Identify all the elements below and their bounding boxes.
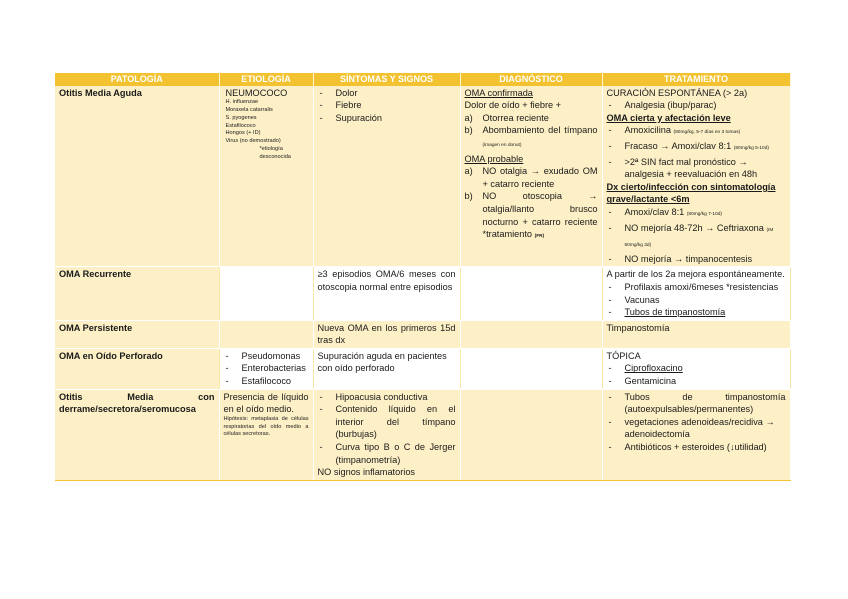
etiologia-item: - Estafilococo bbox=[224, 375, 309, 388]
sintomas-oma bbox=[313, 86, 460, 267]
sintoma-item: - Supuración bbox=[318, 112, 456, 125]
etiologia-hipotesis: Hipótesis: metaplasia de células respiratorias del oído medio a células secretoras. bbox=[223, 415, 309, 438]
tratamiento-persistente: Timpanostomía bbox=[602, 320, 790, 348]
marker-b: b) bbox=[464, 191, 473, 202]
sintoma-item: - Dolor bbox=[318, 87, 456, 100]
dx-criterio-base: Dolor de oído + fiebre + bbox=[464, 100, 562, 111]
tx-tubos: - Tubos de timpanostomía bbox=[607, 306, 786, 319]
sintomas-perforado: Supuración aguda en pacientes con oído perforado bbox=[313, 348, 460, 389]
header-sintomas: SÍNTOMAS Y SIGNOS bbox=[313, 73, 460, 86]
tx-sintomatologia-grave: Dx cierto/infección con sintomatología grave/lactante <6m bbox=[606, 181, 776, 205]
tx-adenoidectomia: - vegetaciones adenoideas/recidiva → adenoidectomía bbox=[607, 416, 786, 441]
tratamiento-perforado bbox=[602, 348, 790, 389]
tratamiento-derrame bbox=[602, 389, 790, 480]
tx-analgesia: - Analgesia (ibup/parac) bbox=[607, 99, 786, 112]
etiologia-item: Hongos (+ ID) bbox=[225, 130, 261, 137]
marker-a: a) bbox=[464, 166, 473, 177]
etiologia-item: - Enterobacterias bbox=[224, 362, 309, 375]
tx-tubos-timpanostomia: - Tubos de timpanostomía (autoexpulsables/permanentes) bbox=[607, 391, 786, 416]
header-diagnostico: DIAGNÓSTICO bbox=[460, 73, 602, 86]
etiologia-persistente bbox=[219, 320, 313, 348]
tx-recurrente-intro: A partir de los 2a mejora espontáneamente. bbox=[606, 269, 785, 280]
tx-gentamicina: - Gentamicina bbox=[607, 375, 786, 388]
sintoma-no-inflamatorios: NO signos inflamatorios bbox=[317, 467, 416, 478]
tx-afectacion-leve: OMA cierta y afectación leve bbox=[606, 112, 731, 123]
etiologia-item: Virus (no demostrado) bbox=[225, 138, 281, 145]
diagnostico-derrame bbox=[460, 389, 602, 480]
etiologia-item: S. pyogenes bbox=[225, 114, 257, 121]
tratamiento-recurrente bbox=[602, 267, 790, 320]
table-row-oma bbox=[55, 86, 790, 267]
etiologia-item: - Pseudomonas bbox=[224, 350, 309, 363]
table-header-row bbox=[55, 73, 790, 86]
header-tratamiento: TRATAMIENTO bbox=[602, 73, 790, 86]
etiologia-item: H. influenzae bbox=[225, 99, 259, 106]
sintomas-recurrente: ≥3 episodios OMA/6 meses con otoscopia normal entre episodios bbox=[313, 267, 460, 320]
tx-antibioticos: - Antibióticos + esteroides (↓utilidad) bbox=[607, 441, 786, 454]
tx-timpanocentesis: - NO mejoría → timpanocentesis bbox=[607, 253, 786, 266]
diagnostico-recurrente bbox=[460, 267, 602, 320]
etiologia-list bbox=[224, 99, 309, 161]
sintoma-item: - Curva tipo B o C de Jerger (timpanometría) bbox=[318, 441, 456, 466]
etiologia-perforado bbox=[219, 348, 313, 389]
diagnostico-persistente bbox=[460, 320, 602, 348]
tx-sin-factores: - >2ª SIN fact mal pronóstico → analgesia + reevaluación en 48h bbox=[607, 156, 786, 181]
dx-probable-a: a) NO otalgia → exudado OM + catarro reciente bbox=[464, 166, 598, 189]
etiologia-derrame bbox=[219, 389, 313, 480]
dx-fr-note: (FR) bbox=[534, 234, 545, 240]
tx-amoxicilina: - Amoxicilina (80mg/kg, 5-7 días en 3 tomas) bbox=[607, 124, 786, 140]
sintomas-derrame bbox=[313, 389, 460, 480]
tx-topica: TÓPICA bbox=[606, 350, 641, 361]
marker-a: a) bbox=[464, 112, 473, 123]
sintomas-persistente: Nueva OMA en los primeros 15d tras dx bbox=[313, 320, 460, 348]
tx-fracaso: - Fracaso → Amoxi/clav 8:1 (80mg/kg 5-10d) bbox=[607, 140, 786, 156]
patologia-persistente: OMA Persistente bbox=[55, 320, 219, 348]
marker-b: b) bbox=[464, 125, 473, 136]
header-etiologia: ETIOLOGÍA bbox=[219, 73, 313, 86]
etiologia-item: Moraxela catarralis bbox=[225, 106, 273, 113]
tx-profilaxis: - Profilaxis amoxi/6meses *resistencias bbox=[607, 281, 786, 294]
tx-amoxi-clav: - Amoxi/clav 8:1 (80mg/kg 7-10d) bbox=[607, 206, 786, 222]
table-row-recurrente bbox=[55, 267, 790, 320]
table-row-derrame bbox=[55, 389, 790, 480]
patologia-perforado: OMA en Oído Perforado bbox=[55, 348, 219, 389]
sintoma-item: - Contenido líquido en el interior del tímpano (burbujas) bbox=[318, 403, 456, 441]
tx-vacunas: - Vacunas bbox=[607, 294, 786, 307]
patologia-derrame: Otitis Media con derrame/secretora/seromucosa bbox=[55, 389, 219, 480]
etiologia-oma bbox=[219, 86, 313, 267]
sintoma-item: - Fiebre bbox=[318, 99, 456, 112]
sintoma-item: - Hipoacusia conductiva bbox=[318, 391, 456, 404]
dx-donut-note: (imagen en donut) bbox=[482, 142, 522, 148]
etiologia-note: *etiología desconocida bbox=[259, 145, 291, 160]
dx-criterio-a: a) Otorrea reciente bbox=[464, 112, 549, 123]
diagnostico-perforado bbox=[460, 348, 602, 389]
dx-criterio-b: b) Abombamiento del tímpano (imagen en donut) bbox=[464, 125, 598, 148]
patologia-oma: Otitis Media Aguda bbox=[55, 86, 219, 267]
etiologia-derrame-text: Presencia de líquido en el oído medio. bbox=[223, 391, 309, 415]
dx-oma-probable: OMA probable bbox=[464, 153, 524, 164]
diagnostico-oma bbox=[460, 86, 602, 267]
etiologia-item: Estafilococo bbox=[225, 122, 256, 129]
table-row-perforado bbox=[55, 348, 790, 389]
tx-ceftriaxona: - NO mejoría 48-72h → Ceftriaxona (IM 50mg/kg 3d) bbox=[607, 222, 786, 253]
header-patologia: PATOLOGÍA bbox=[55, 73, 219, 86]
tx-ciprofloxacino: - Ciprofloxacino bbox=[607, 362, 786, 375]
etiologia-neumococo: NEUMOCOCO bbox=[225, 87, 288, 98]
table-row-persistente bbox=[55, 320, 790, 348]
tratamiento-oma bbox=[602, 86, 790, 267]
dx-oma-confirmada: OMA confirmada bbox=[464, 87, 533, 98]
patologia-recurrente: OMA Recurrente bbox=[55, 267, 219, 320]
etiologia-recurrente bbox=[219, 267, 313, 320]
otitis-media-table bbox=[55, 73, 791, 481]
dx-probable-b: b) NO otoscopia → otalgia/llanto brusco nocturno + catarro reciente *tratamiento (FR) bbox=[464, 191, 598, 240]
tx-curacion-espontanea: CURACIÓN ESPONTÁNEA (> 2a) bbox=[606, 87, 748, 98]
